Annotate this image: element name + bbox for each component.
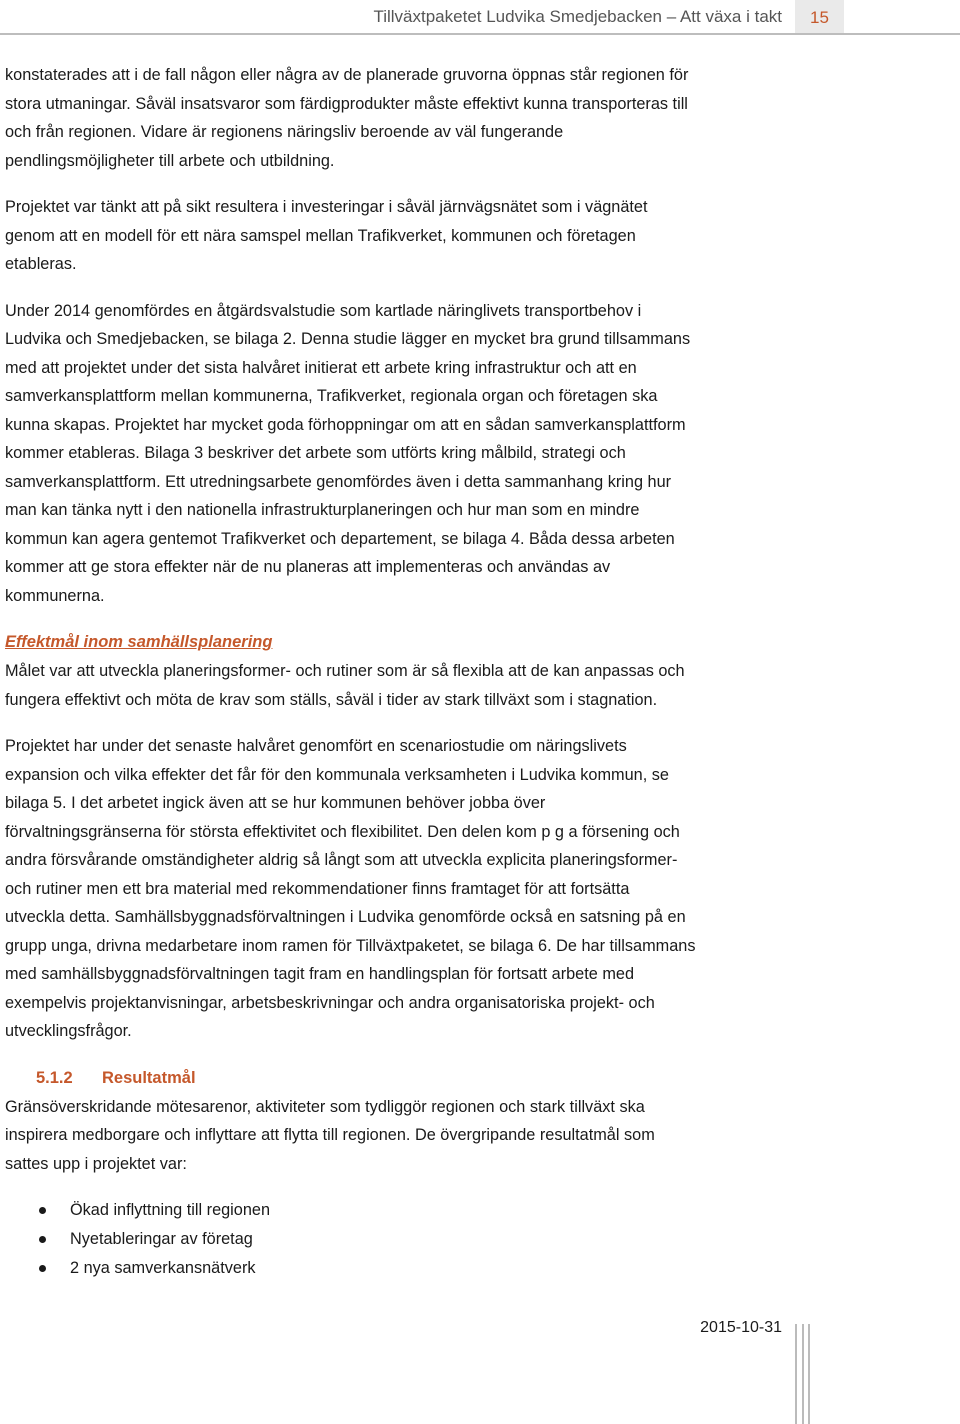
- page-number: 15: [795, 0, 844, 33]
- footer-divider: [795, 1324, 811, 1424]
- paragraph-infrastructure-challenges: konstaterades att i de fall någon eller några av de planerade gruvorna öppnas står regionen för stora utmaningar. Såväl insatsvaror som färdigprodukter måste effektivt kunna transporteras till och från regionen. Vidare är regionens näringsliv beroende av väl fungerande pendlingsmöjligheter till arbete och utbildning.: [5, 66, 689, 170]
- footer-date: 2015-10-31: [700, 1319, 782, 1336]
- section-title: Resultatmål: [102, 1068, 196, 1087]
- paragraph-scenario-study: Projektet har under det senaste halvåret genomfört en scenariostudie om näringslivets expansion och vilka effekter det får för den kommunala verksamheten i Ludvika kommun, se bilaga 5. I det arbetet ingick även att se hur kommunen behöver jobba över förvaltningsgränserna för största effektivitet och flexibilitet. Den delen kom p g a försening och andra försvårande omständigheter aldrig så långt som att utveckla explicita planeringsformer- och rutiner men ett bra material med rekommendationer finns framtaget för att fortsätta utveckla detta. Samhällsbyggnadsförvaltningen i Ludvika genomförde också en satsning på en grupp unga, drivna medarbetare inom ramen för Tillväxtpaketet, se bilaga 6. De har tillsammans med samhällsbyggnadsförvaltningen tagit fram en handlingsplan för fortsatt arbete med exempelvis projektanvisningar, arbetsbeskrivningar och andra organisatoriska projekt- och utvecklingsfrågor.: [5, 737, 696, 1040]
- paragraph-planning-goal: Målet var att utveckla planeringsformer- och rutiner som är så flexibla att de kan anpassas och fungera effektivt och möta de krav som ställs, såväl i tider av stark tillväxt som i stagnation.: [5, 662, 685, 709]
- bullet-icon: [39, 1265, 46, 1272]
- heading-resultatmal: [5, 1064, 805, 1093]
- bullet-icon: [39, 1207, 46, 1214]
- document-title: Tillväxtpaketet Ludvika Smedjebacken – Att växa i takt: [373, 7, 782, 26]
- list-item-text: Nyetableringar av företag: [70, 1230, 253, 1248]
- paragraph-investments: Projektet var tänkt att på sikt resultera i investeringar i såväl järnvägsnätet som i vägnätet genom att en modell för ett nära samspel mellan Trafikverket, kommunen och företagen etableras.: [5, 198, 648, 273]
- list-item-text: 2 nya samverkansnätverk: [70, 1259, 256, 1277]
- header-divider: [0, 33, 960, 35]
- document-body: [5, 61, 805, 1283]
- list-item-text: Ökad inflyttning till regionen: [70, 1201, 271, 1219]
- heading-effektmal: Effektmål inom samhällsplanering: [5, 633, 273, 651]
- list-item: [5, 1225, 805, 1254]
- list-item: [5, 1196, 805, 1225]
- bullet-icon: [39, 1236, 46, 1243]
- paragraph-result-goals: Gränsöverskridande mötesarenor, aktiviteter som tydliggör regionen och stark tillväxt ska inspirera medborgare och inflyttare att flytta till regionen. De övergripande resultatmål som sattes upp i projektet var:: [5, 1097, 655, 1173]
- list-item: [5, 1254, 805, 1283]
- result-goals-list: [5, 1196, 805, 1283]
- section-number: 5.1.2: [36, 1068, 73, 1087]
- paragraph-study-2014: Under 2014 genomfördes en åtgärdsvalstudie som kartlade näringlivets transportbehov i Ludvika och Smedjebacken, se bilaga 2. Denna studie lägger en mycket bra grund tillsammans med att projektet under det sista halvåret initierat ett arbete kring infrastruktur och att en samverkansplattform mellan kommunerna, Trafikverket, regionala organ och företagen ska kunna skapas. Projektet har mycket goda förhoppningar om att en sådan samverkansplattform kommer etableras. Bilaga 3 beskriver det arbete som utförts kring målbild, strategi och samverkansplattform. Ett utredningsarbete genomfördes även i detta sammanhang kring hur man kan tänka nytt i den nationella infrastrukturplaneringen och hur man som en mindre kommun kan agera gentemot Trafikverket och departement, se bilaga 4. Båda dessa arbeten kommer att ge stora effekter när de nu planeras att implementeras och användas av kommunerna.: [5, 301, 691, 605]
- page-header: [0, 0, 960, 36]
